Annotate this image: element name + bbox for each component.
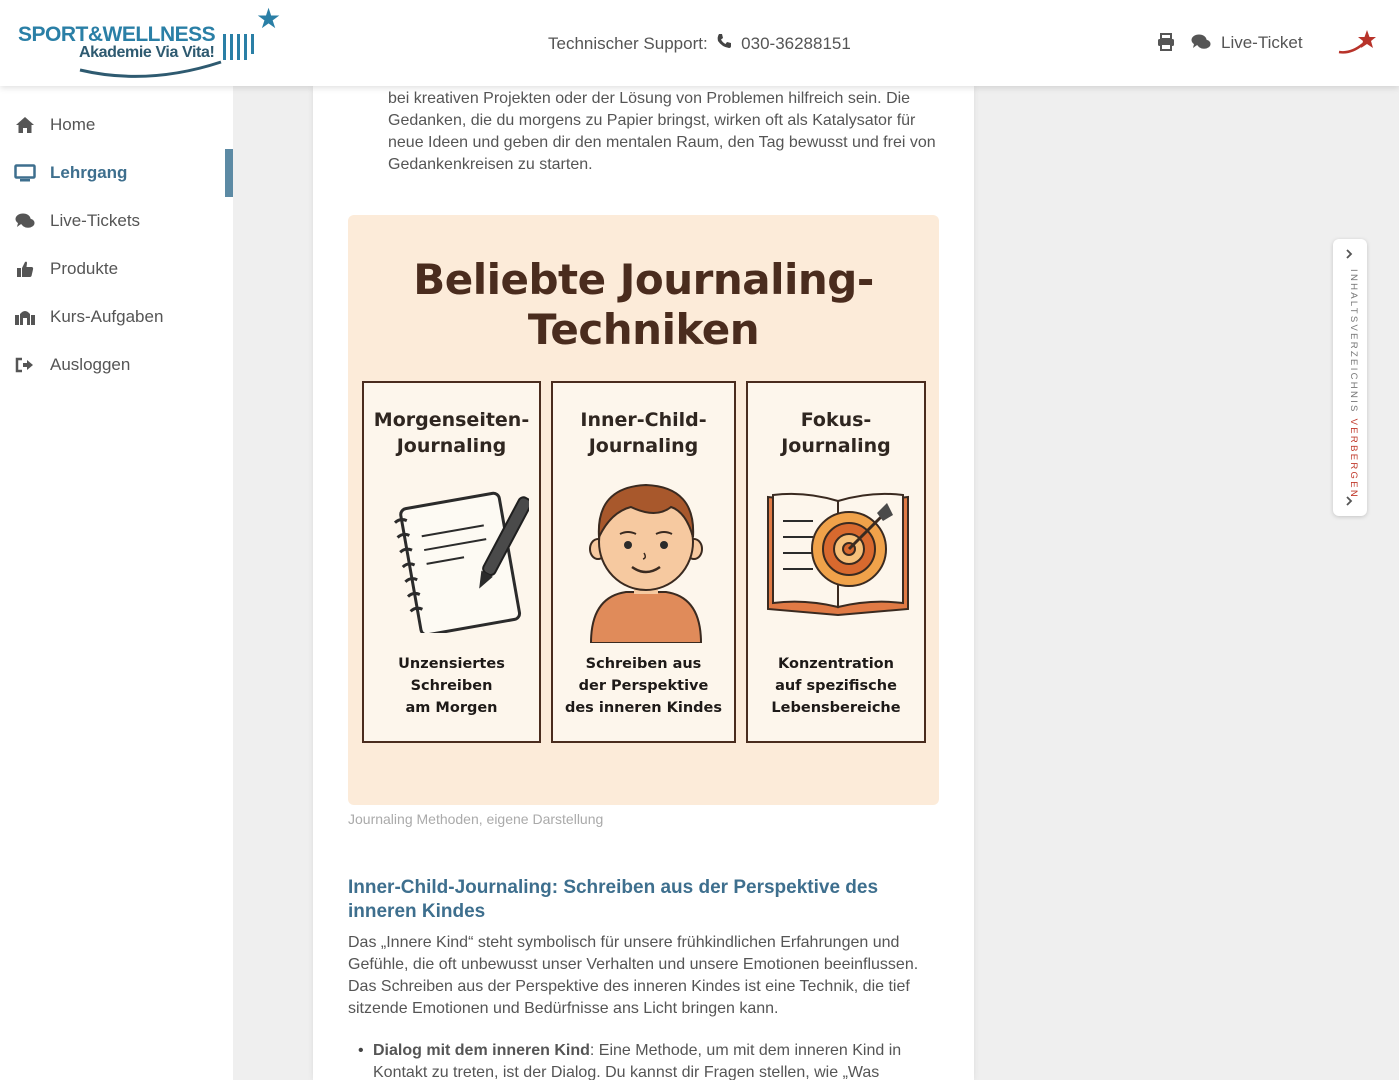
logo-line1: SPORT&WELLNESS — [18, 23, 216, 46]
bullet-text: : Eine Methode, um mit dem inneren Kind in Kontakt zu treten, ist der Dialog. Du kannst dir Fragen stellen, wie „Was — [373, 1042, 902, 1080]
panel-desc-line1: Schreiben aus — [585, 656, 702, 672]
panel-title-line2: Journaling — [781, 435, 891, 457]
sidebar-item-label: Lehrgang — [50, 163, 128, 182]
panel-desc-line1: Konzentration — [778, 656, 894, 672]
journaling-techniques-illustration — [348, 215, 939, 805]
monitor-icon — [14, 162, 36, 184]
panel-desc-line3: Lebensbereiche — [771, 700, 901, 716]
lesson-content — [313, 86, 974, 1080]
support-info — [548, 33, 851, 54]
section-heading: Inner-Child-Journaling: Schreiben aus der Perspektive des inneren Kindes — [348, 877, 879, 922]
panel-desc-line2: der Perspektive — [578, 678, 709, 694]
panel-inner-child — [551, 381, 736, 743]
panel-description — [748, 653, 924, 719]
notebook-pen-icon — [384, 483, 529, 633]
panel-desc-line2: Schreiben — [410, 678, 493, 694]
illustration-title-line2: Techniken — [527, 305, 760, 354]
sidebar-item-label: Live-Tickets — [50, 211, 141, 230]
sidebar-item-kurs-aufgaben[interactable] — [0, 293, 233, 341]
company-logo[interactable] — [18, 3, 283, 80]
panel-title-line1: Fokus- — [800, 409, 872, 431]
panel-desc-line1: Unzensiertes — [398, 656, 505, 672]
sidebar-item-produkte[interactable] — [0, 245, 233, 293]
tasks-icon — [14, 306, 36, 328]
image-caption: Journaling Methoden, eigene Darstellung — [348, 811, 604, 827]
panel-desc-line3: des inneren Kindes — [564, 700, 723, 716]
panel-title-line2: Journaling — [396, 435, 507, 457]
chat-icon[interactable] — [1191, 34, 1211, 50]
toc-label — [1341, 269, 1359, 499]
panel-title-line2: Journaling — [588, 435, 699, 457]
panel-title-line1: Inner-Child- — [580, 409, 707, 431]
child-icon — [586, 477, 706, 643]
brand-star-icon — [1337, 28, 1377, 58]
home-icon — [14, 114, 36, 136]
intro-paragraph: bei kreativen Projekten oder der Lösung von Problemen hilfreich sein. Die Gedanken, die du morgens zu Papier bringst, wirken oft als Katalysator für neue Ideen und geben dir den mentalen Raum, den Tag bewusst und frei von Gedankenkreisen zu starten. — [388, 90, 936, 173]
print-icon[interactable] — [1157, 33, 1175, 51]
top-header — [0, 0, 1399, 86]
panel-fokus — [746, 381, 926, 743]
panel-morgenseiten — [362, 381, 541, 743]
sidebar-item-home[interactable] — [0, 101, 233, 149]
sidebar-nav — [0, 86, 233, 1080]
chat-icon — [14, 210, 36, 232]
thumbs-up-icon — [14, 258, 36, 280]
live-ticket-link[interactable]: Live-Ticket — [1221, 33, 1303, 52]
panel-title — [364, 407, 539, 459]
illustration-title-line1: Beliebte Journaling- — [413, 255, 874, 304]
list-item — [373, 1040, 943, 1080]
sidebar-item-label: Produkte — [50, 259, 119, 278]
sidebar-item-label: Home — [50, 115, 96, 134]
sidebar-item-lehrgang[interactable] — [0, 149, 233, 197]
sidebar-item-label: Kurs-Aufgaben — [50, 307, 164, 326]
toc-title: INHALTSVERZEICHNIS — [1348, 269, 1359, 414]
panel-desc-line2: auf spezifische — [775, 678, 897, 694]
panel-title — [553, 407, 734, 459]
illustration-title — [348, 255, 939, 355]
logo-bars-icon — [223, 28, 259, 60]
sidebar-item-live-tickets[interactable] — [0, 197, 233, 245]
logo-swoosh-icon — [78, 58, 223, 80]
phone-icon — [716, 33, 732, 49]
sidebar-item-label: Ausloggen — [50, 355, 131, 374]
support-phone[interactable]: 030-36288151 — [741, 34, 851, 53]
toc-hide-action[interactable]: VERBERGEN — [1348, 418, 1359, 499]
logo-star-icon: ★ — [256, 3, 282, 34]
toc-toggle[interactable] — [1333, 239, 1367, 516]
chevron-right-icon — [1343, 496, 1355, 506]
sidebar-item-ausloggen[interactable] — [0, 341, 233, 389]
panel-title — [748, 407, 924, 459]
panel-description — [553, 653, 734, 719]
support-label: Technischer Support: — [548, 34, 708, 53]
bullet-bold: Dialog mit dem inneren Kind — [373, 1042, 590, 1059]
logout-icon — [14, 354, 36, 376]
panel-desc-line3: am Morgen — [405, 700, 498, 716]
target-book-icon — [765, 491, 911, 616]
logo-line2: Akademie Via Vita! — [79, 44, 215, 61]
chevron-right-icon — [1343, 249, 1355, 259]
section-paragraph: Das „Innere Kind“ steht symbolisch für unsere frühkindlichen Erfahrungen und Gefühle, die oft unbewusst unser Verhalten und unsere Emotionen beeinflussen. Das Schreiben aus der Perspektive des inneren Kindes ist eine Technik, die tief sitzende Emotionen und Bedürfnisse ans Licht bringen kann. — [348, 934, 919, 1017]
panel-title-line1: Morgenseiten- — [373, 409, 530, 431]
panel-description — [364, 653, 539, 719]
